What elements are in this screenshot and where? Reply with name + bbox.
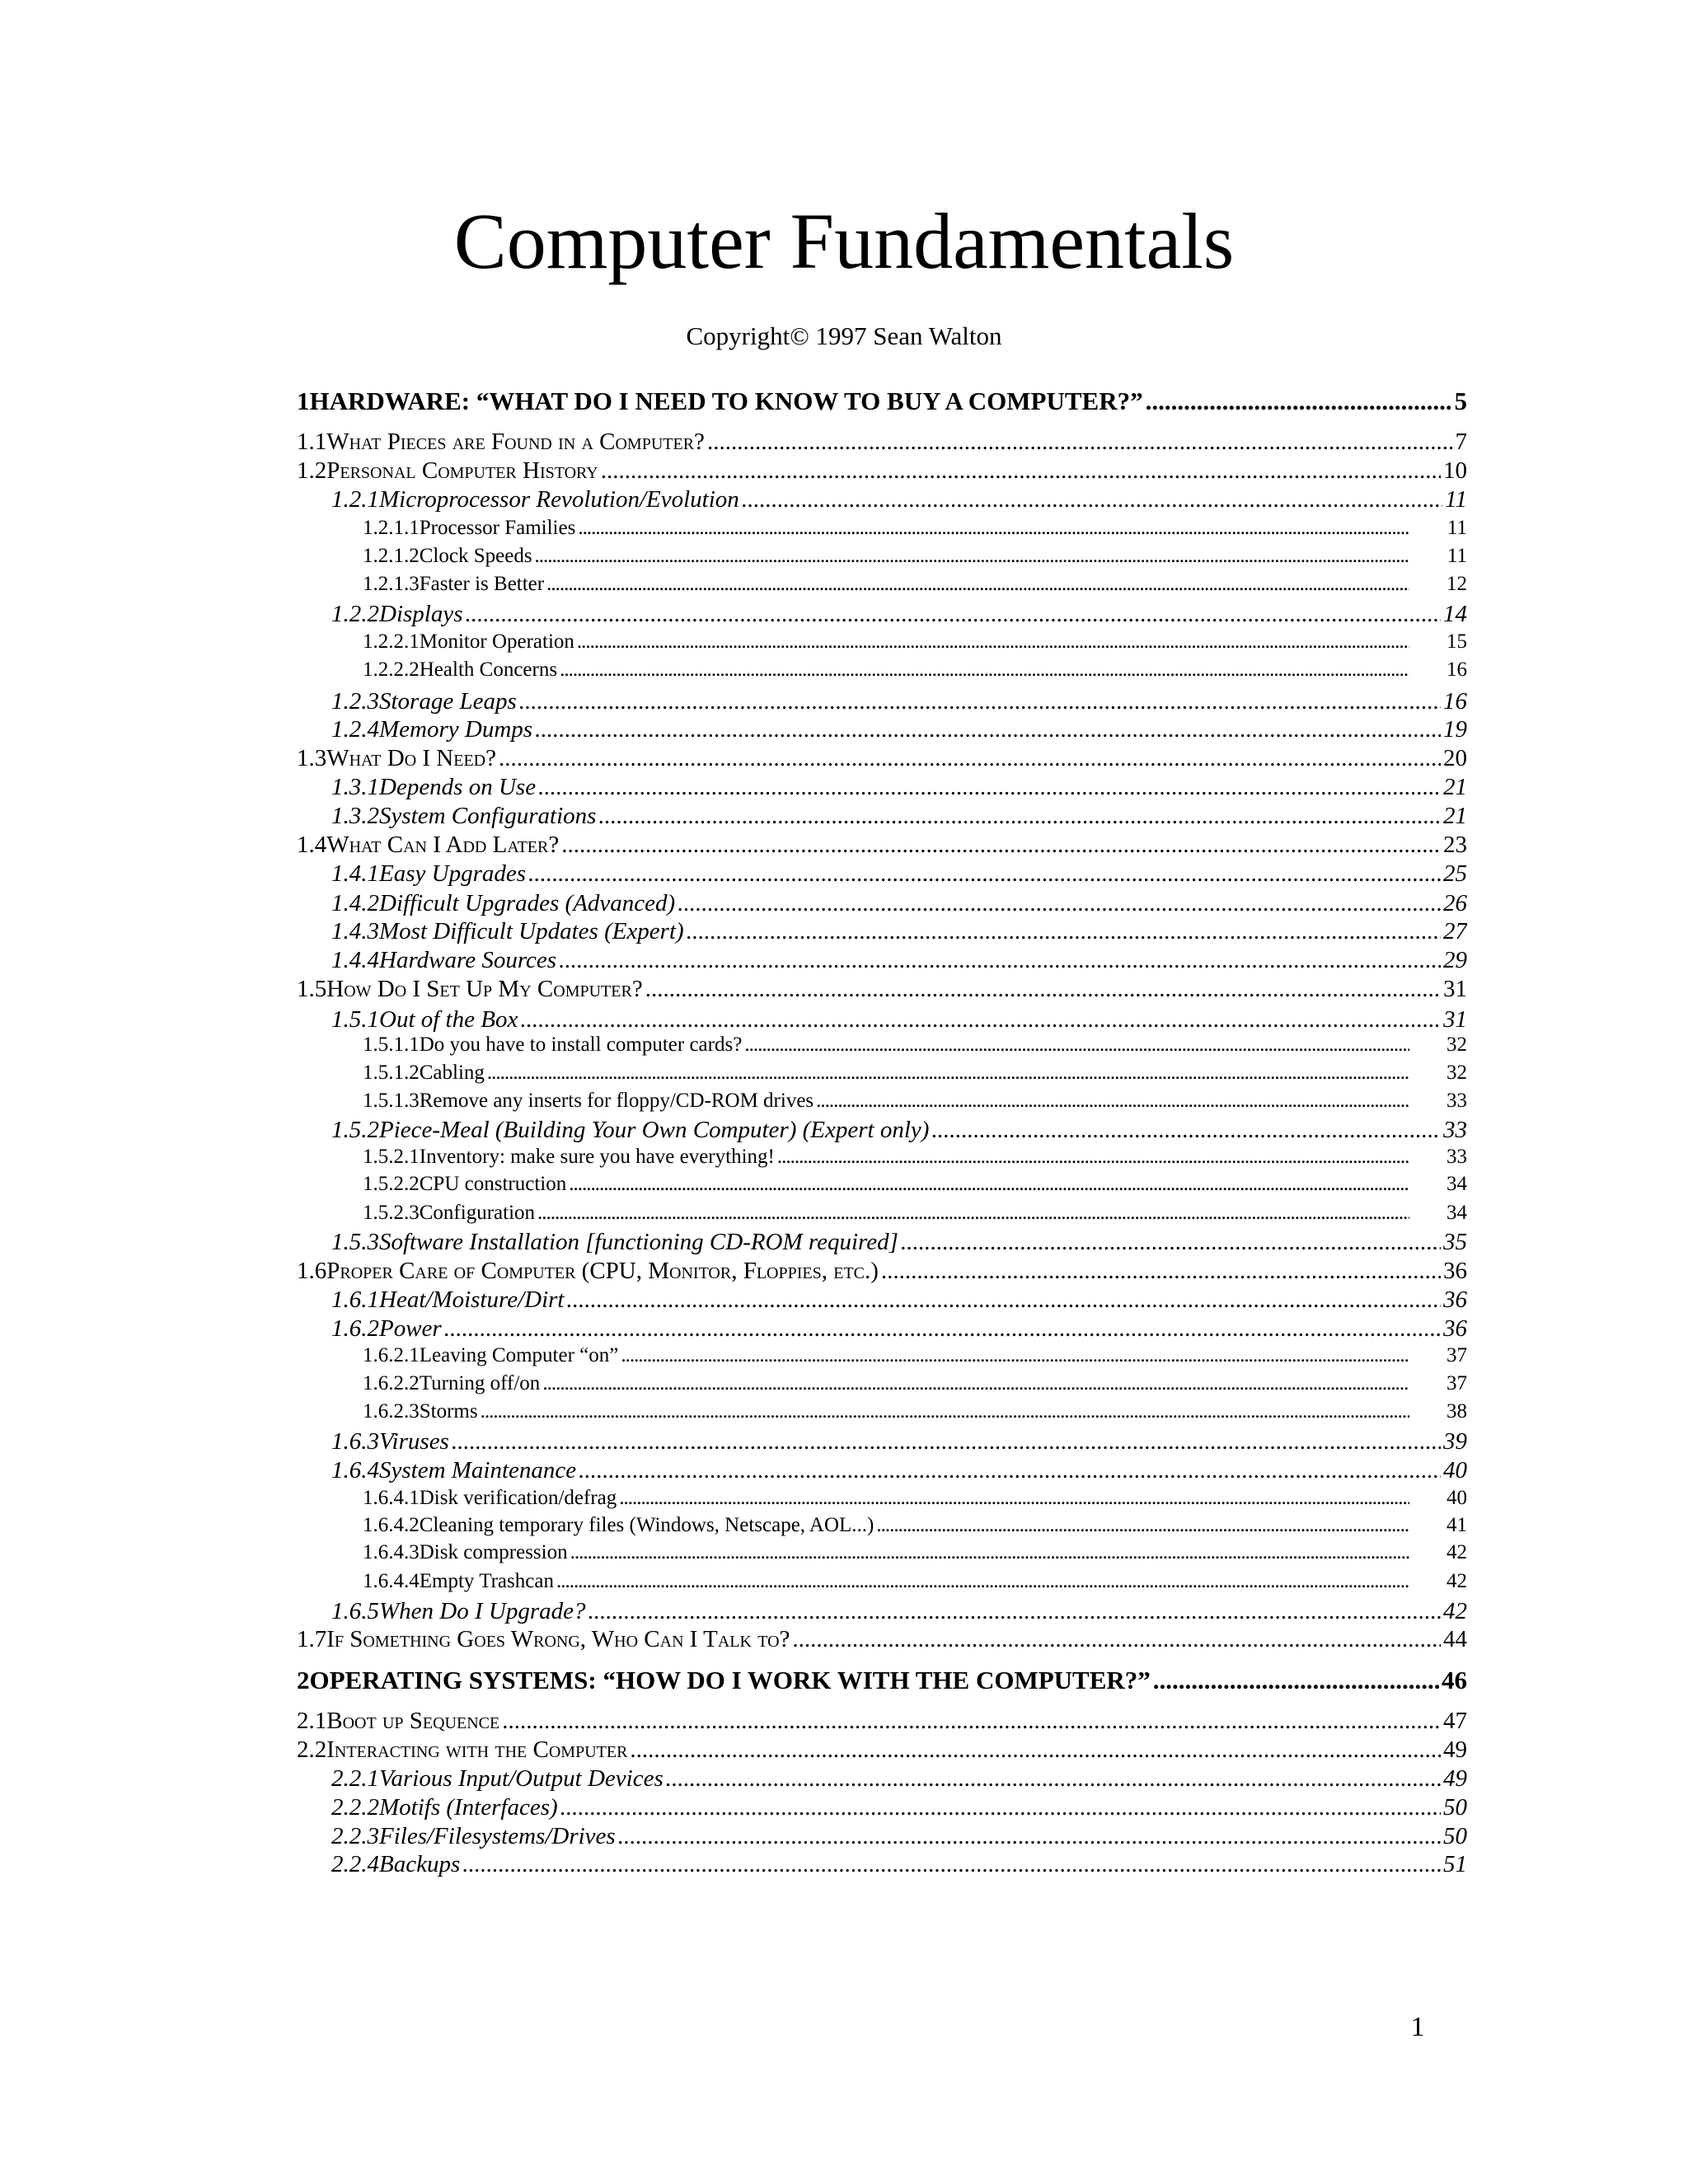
toc-entry-title: 1.5.2.1Inventory: make sure you have everything! [363, 1146, 775, 1168]
toc-entry[interactable] [297, 1624, 1467, 1654]
toc-entry-page: 39 [1443, 1428, 1467, 1455]
toc-entry-title: 1.6.2.3Storms [363, 1400, 478, 1422]
toc-entry[interactable] [297, 1764, 1467, 1793]
toc-entry[interactable] [297, 1793, 1467, 1822]
toc-entry-title: 2.2.4Backups [331, 1851, 461, 1877]
toc-entry-page: 50 [1443, 1794, 1467, 1821]
toc-entry[interactable] [297, 571, 1467, 598]
toc-entry-page: 31 [1443, 1006, 1467, 1033]
toc-entry-title: 1.2.2Displays [331, 601, 463, 627]
toc-entry-title: 1.3.1Depends on Use [331, 774, 537, 800]
toc-entry[interactable] [297, 1735, 1467, 1765]
toc-entry[interactable] [297, 1314, 1467, 1343]
toc-entry-page: 36 [1443, 1286, 1467, 1313]
toc-dot-leader [561, 830, 1441, 860]
toc-dot-leader [707, 427, 1453, 457]
toc-entry-title: 2.1Boot up Sequence [297, 1708, 500, 1734]
toc-entry-page: 49 [1443, 1765, 1467, 1792]
toc-entry-page: 33 [1447, 1146, 1467, 1168]
page-number: 1 [1410, 2012, 1425, 2042]
document-title: Computer Fundamentals [453, 197, 1235, 285]
toc-entry[interactable] [297, 772, 1467, 802]
toc-entry-title: 1.3What Do I Need? [297, 745, 496, 771]
toc-entry-title: 2.2Interacting with the Computer [297, 1736, 628, 1763]
toc-dot-leader [687, 916, 1441, 946]
toc-dot-leader [678, 888, 1441, 918]
toc-entry-title: 1.6.3Viruses [331, 1428, 449, 1455]
toc-dot-leader [601, 456, 1441, 485]
toc-entry-page: 21 [1443, 774, 1467, 800]
toc-entry-title: 1.5.3Software Installation [functioning CD-ROM required] [331, 1229, 898, 1255]
toc-dot-leader [742, 485, 1442, 514]
toc-dot-leader [566, 1285, 1441, 1315]
toc-entry-page: 12 [1447, 573, 1467, 595]
toc-dot-leader [499, 743, 1441, 773]
toc-dot-leader [1153, 1665, 1439, 1696]
toc-entry-title: 1.6.2.2Turning off/on [363, 1372, 541, 1394]
toc-entry-page: 47 [1443, 1708, 1467, 1734]
toc-dot-leader [560, 1793, 1441, 1822]
toc-entry-page: 42 [1443, 1598, 1467, 1624]
toc-entry[interactable] [297, 1200, 1467, 1226]
toc-dot-leader [559, 945, 1441, 975]
toc-dot-leader [569, 1171, 1409, 1197]
toc-dot-leader [466, 599, 1442, 629]
toc-dot-leader [578, 515, 1409, 541]
toc-entry[interactable] [297, 1371, 1467, 1397]
toc-entry-page: 16 [1443, 688, 1467, 715]
toc-entry-title: 1.5.1.1Do you have to install computer cards? [363, 1033, 743, 1056]
toc-entry-page: 29 [1443, 947, 1467, 973]
toc-entry-title: 1.2.1.3Faster is Better [363, 573, 545, 595]
toc-dot-leader [452, 1427, 1441, 1456]
toc-entry-page: 36 [1443, 1258, 1467, 1284]
toc-entry-page: 20 [1443, 745, 1467, 771]
toc-dot-leader [666, 1764, 1441, 1793]
toc-entry[interactable] [297, 916, 1467, 946]
toc-entry-title: 2OPERATING SYSTEMS: “HOW DO I WORK WITH THE COMPUTER?” [297, 1666, 1151, 1694]
toc-entry[interactable] [297, 687, 1467, 716]
toc-entry[interactable] [297, 1568, 1467, 1595]
toc-dot-leader [777, 1144, 1409, 1170]
toc-dot-leader [792, 1624, 1441, 1654]
toc-entry[interactable] [297, 830, 1467, 860]
toc-entry[interactable] [297, 1485, 1467, 1511]
toc-entry[interactable] [297, 427, 1467, 457]
toc-entry[interactable] [297, 888, 1467, 918]
toc-entry[interactable] [297, 743, 1467, 773]
toc-entry[interactable] [297, 1060, 1467, 1086]
toc-entry-title: 1.4What Can I Add Later? [297, 832, 560, 858]
toc-entry-title: 1.6.4.1Disk verification/defrag [363, 1487, 617, 1509]
toc-dot-leader [481, 1399, 1409, 1425]
toc-entry-page: 36 [1443, 1315, 1467, 1342]
toc-entry-page: 50 [1443, 1823, 1467, 1849]
toc-entry-title: 2.2.1Various Input/Output Devices [331, 1765, 663, 1792]
toc-entry[interactable] [297, 1821, 1467, 1851]
toc-entry[interactable] [297, 1849, 1467, 1879]
toc-entry-title: 1.4.4Hardware Sources [331, 947, 557, 973]
toc-dot-leader [588, 1596, 1441, 1626]
toc-entry[interactable] [297, 1706, 1467, 1736]
toc-entry-page: 37 [1447, 1344, 1467, 1366]
toc-entry[interactable] [297, 1256, 1467, 1286]
toc-entry[interactable] [297, 657, 1467, 683]
toc-entry[interactable] [297, 974, 1467, 1004]
toc-dot-leader [502, 1706, 1441, 1736]
toc-dot-leader [619, 1485, 1409, 1511]
toc-dot-leader [487, 1060, 1409, 1086]
toc-entry-page: 40 [1447, 1487, 1467, 1509]
toc-entry-page: 5 [1454, 387, 1467, 415]
toc-dot-leader [931, 1115, 1441, 1145]
toc-entry-title: 2.2.2Motifs (Interfaces) [331, 1794, 558, 1821]
toc-entry[interactable] [297, 1005, 1467, 1034]
toc-entry[interactable] [297, 1285, 1467, 1315]
toc-dot-leader [816, 1088, 1409, 1114]
toc-entry-title: 1.7If Something Goes Wrong, Who Can I Talk to? [297, 1626, 790, 1652]
toc-entry[interactable] [297, 945, 1467, 975]
toc-entry-page: 33 [1447, 1090, 1467, 1112]
toc-entry-title: 1.4.1Easy Upgrades [331, 860, 527, 887]
toc-dot-leader [538, 772, 1441, 802]
toc-entry-page: 26 [1443, 890, 1467, 916]
toc-entry[interactable] [297, 1512, 1467, 1539]
toc-entry-title: 1.5.1Out of the Box [331, 1006, 518, 1033]
toc-dot-leader [542, 1371, 1409, 1397]
toc-dot-leader [881, 1256, 1441, 1286]
toc-entry-page: 37 [1447, 1372, 1467, 1394]
toc-entry[interactable] [297, 1540, 1467, 1566]
toc-entry-page: 25 [1443, 860, 1467, 887]
toc-entry-page: 27 [1443, 918, 1467, 944]
toc-dot-leader [535, 543, 1409, 569]
toc-entry-title: 1.2.2.2Health Concerns [363, 658, 558, 681]
toc-entry[interactable] [297, 543, 1467, 569]
toc-dot-leader [901, 1227, 1441, 1257]
toc-entry[interactable] [297, 1596, 1467, 1626]
toc-entry[interactable] [297, 1399, 1467, 1425]
toc-dot-leader [876, 1512, 1409, 1539]
toc-entry-page: 7 [1455, 429, 1467, 455]
copyright-line: Copyright© 1997 Sean Walton [686, 321, 1002, 350]
toc-entry[interactable] [297, 1427, 1467, 1456]
toc-entry-title: 1.5.2Piece-Meal (Building Your Own Computer) (Expert only) [331, 1117, 930, 1143]
toc-entry[interactable] [297, 1665, 1467, 1696]
toc-entry-page: 34 [1447, 1202, 1467, 1224]
toc-entry[interactable] [297, 715, 1467, 744]
toc-entry-title: 1.2.1.2Clock Speeds [363, 545, 532, 567]
toc-entry-page: 11 [1445, 486, 1467, 513]
toc-entry-title: 1.5.2.3Configuration [363, 1202, 536, 1224]
toc-entry-title: 1.6.4.4Empty Trashcan [363, 1570, 554, 1592]
toc-entry[interactable] [297, 386, 1467, 417]
toc-entry-page: 32 [1447, 1062, 1467, 1084]
toc-entry-title: 1.2.1.1Processor Families [363, 517, 576, 539]
toc-dot-leader [577, 629, 1409, 655]
toc-dot-leader [520, 1005, 1441, 1034]
toc-entry-title: 1.1What Pieces are Found in a Computer? [297, 429, 705, 455]
toc-dot-leader [546, 571, 1409, 598]
toc-entry[interactable] [297, 1171, 1467, 1197]
toc-entry-title: 2.2.3Files/Filesystems/Drives [331, 1823, 616, 1849]
toc-entry-page: 46 [1442, 1666, 1467, 1694]
toc-entry[interactable] [297, 1032, 1467, 1058]
toc-entry[interactable] [297, 1144, 1467, 1170]
toc-entry-page: 31 [1443, 976, 1467, 1002]
toc-dot-leader [462, 1849, 1441, 1879]
toc-entry[interactable] [297, 456, 1467, 485]
toc-entry-page: 34 [1447, 1173, 1467, 1195]
toc-entry-title: 1.2.2.1Monitor Operation [363, 630, 574, 653]
toc-entry-title: 1.5.1.2Cabling [363, 1062, 485, 1084]
toc-entry-page: 16 [1447, 658, 1467, 681]
toc-entry-page: 14 [1443, 601, 1467, 627]
toc-dot-leader [519, 687, 1441, 716]
toc-entry-page: 41 [1447, 1514, 1467, 1536]
toc-entry[interactable] [297, 801, 1467, 831]
toc-entry[interactable] [297, 515, 1467, 541]
toc-entry-page: 21 [1443, 803, 1467, 829]
toc-entry[interactable] [297, 1343, 1467, 1369]
toc-dot-leader [598, 801, 1441, 831]
toc-entry-page: 23 [1443, 832, 1467, 858]
toc-dot-leader [537, 1200, 1409, 1226]
toc-dot-leader [579, 1455, 1441, 1485]
toc-dot-leader [618, 1821, 1441, 1851]
toc-entry-page: 11 [1447, 517, 1467, 539]
toc-dot-leader [560, 657, 1409, 683]
toc-entry-title: 1.6.4System Maintenance [331, 1457, 577, 1483]
toc-dot-leader [556, 1568, 1409, 1595]
toc-entry-title: 1.6.2Power [331, 1315, 442, 1342]
toc-entry-title: 1.4.2Difficult Upgrades (Advanced) [331, 890, 676, 916]
toc-entry[interactable] [297, 629, 1467, 655]
toc-entry-title: 1.6.5When Do I Upgrade? [331, 1598, 586, 1624]
toc-entry-page: 44 [1443, 1626, 1467, 1652]
toc-dot-leader [630, 1735, 1441, 1765]
toc-entry-page: 32 [1447, 1033, 1467, 1056]
toc-entry[interactable] [297, 859, 1467, 888]
toc-dot-leader [528, 859, 1441, 888]
toc-dot-leader [1146, 386, 1452, 417]
toc-entry-title: 1.6.2.1Leaving Computer “on” [363, 1344, 619, 1366]
toc-entry-page: 42 [1447, 1541, 1467, 1563]
toc-entry-title: 1.2.3Storage Leaps [331, 688, 517, 715]
toc-entry-title: 1.5.2.2CPU construction [363, 1173, 567, 1195]
toc-entry-title: 1.6.4.2Cleaning temporary files (Windows, Netscape, AOL...) [363, 1514, 874, 1536]
toc-entry-page: 40 [1443, 1457, 1467, 1483]
toc-entry[interactable] [297, 599, 1467, 629]
toc-dot-leader [444, 1314, 1441, 1343]
toc-entry-page: 19 [1443, 716, 1467, 743]
toc-entry-page: 42 [1447, 1570, 1467, 1592]
toc-entry-title: 1.4.3Most Difficult Updates (Expert) [331, 918, 684, 944]
toc-entry[interactable] [297, 485, 1467, 514]
toc-entry-title: 1.5How Do I Set Up My Computer? [297, 976, 643, 1002]
toc-entry-title: 1.6Proper Care of Computer (CPU, Monitor, Floppies, etc.) [297, 1258, 879, 1284]
toc-dot-leader [645, 974, 1441, 1004]
toc-entry-page: 33 [1443, 1117, 1467, 1143]
toc-dot-leader [535, 715, 1441, 744]
toc-dot-leader [621, 1343, 1409, 1369]
toc-entry-page: 35 [1443, 1229, 1467, 1255]
toc-dot-leader [570, 1540, 1409, 1566]
toc-entry-title: 1.6.4.3Disk compression [363, 1541, 568, 1563]
toc-entry-page: 15 [1447, 630, 1467, 653]
toc-entry-title: 1.5.1.3Remove any inserts for floppy/CD-ROM drives [363, 1090, 814, 1112]
toc-dot-leader [744, 1032, 1409, 1058]
toc-entry[interactable] [297, 1455, 1467, 1485]
toc-entry-title: 1.2.4Memory Dumps [331, 716, 533, 743]
toc-entry[interactable] [297, 1088, 1467, 1114]
toc-entry-page: 38 [1447, 1400, 1467, 1422]
toc-entry[interactable] [297, 1115, 1467, 1145]
toc-entry-title: 1.3.2System Configurations [331, 803, 597, 829]
toc-entry-page: 11 [1447, 545, 1467, 567]
toc-entry[interactable] [297, 1227, 1467, 1257]
toc-entry-page: 10 [1443, 457, 1467, 484]
toc-entry-page: 49 [1443, 1736, 1467, 1763]
toc-entry-title: 1.2Personal Computer History [297, 457, 598, 484]
toc-entry-title: 1HARDWARE: “WHAT DO I NEED TO KNOW TO BUY A COMPUTER?” [297, 387, 1143, 415]
toc-entry-page: 51 [1443, 1851, 1467, 1877]
toc-entry-title: 1.6.1Heat/Moisture/Dirt [331, 1286, 565, 1313]
toc-entry-title: 1.2.1Microprocessor Revolution/Evolution [331, 486, 739, 513]
